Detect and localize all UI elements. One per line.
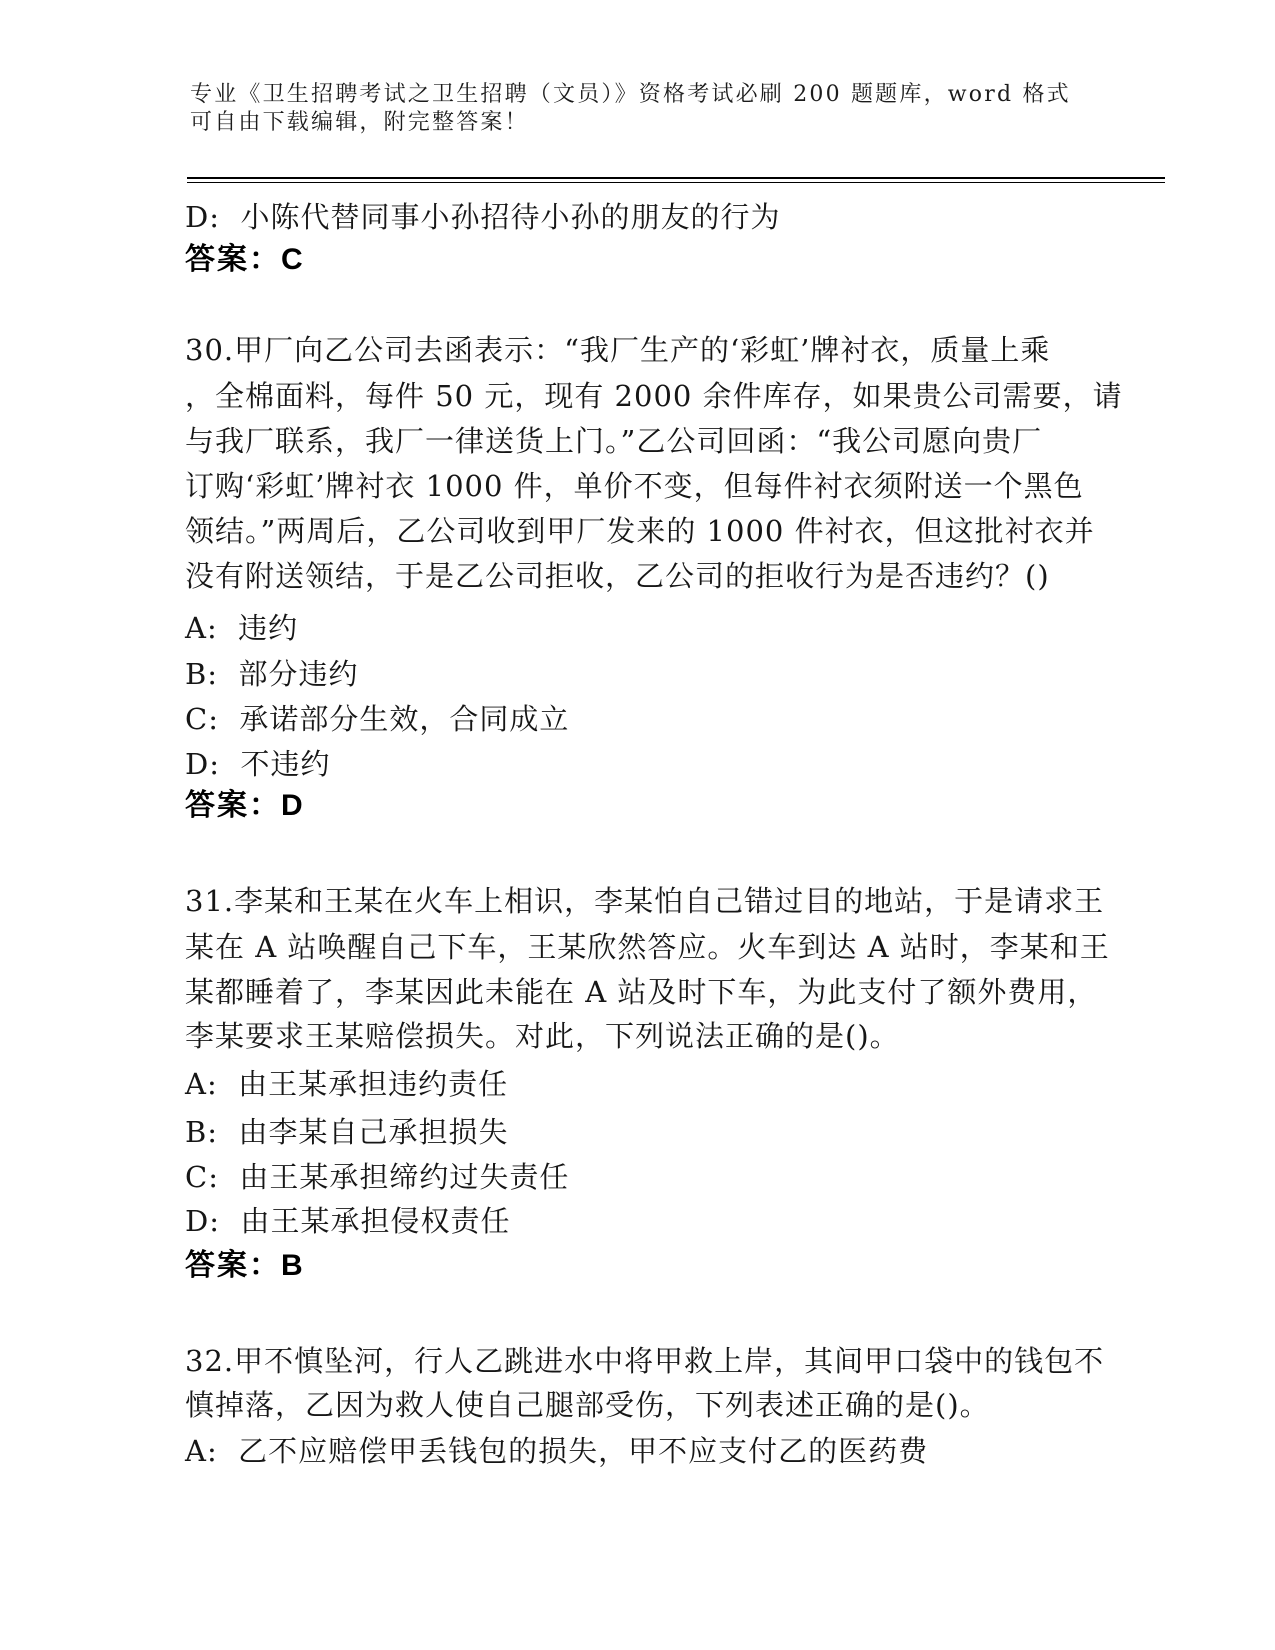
q32-stem-line: 32.甲不慎坠河，行人乙跳进水中将甲救上岸，其间甲口袋中的钱包不 [185,1344,1105,1378]
q30-stem-line: 订购‘彩虹’牌衬衣 1000 件，单价不变，但每件衬衣须附送一个黑色 [185,469,1084,503]
q30-option-c: C: 承诺部分生效，合同成立 [185,702,570,736]
q32-stem-line: 慎掉落，乙因为救人使自己腿部受伤，下列表述正确的是()。 [185,1388,990,1422]
q30-option-b: B: 部分违约 [185,657,359,691]
q30-stem-line: 与我厂联系，我厂一律送货上门。”乙公司回函：“我公司愿向贵厂 [185,424,1043,458]
q30-answer: 答案：D [185,789,305,822]
q31-option-c: C: 由王某承担缔约过失责任 [185,1160,570,1194]
q29-answer: 答案：C [185,243,305,276]
q29-option-d: D: 小陈代替同事小孙招待小孙的朋友的行为 [185,200,781,234]
q30-stem-line: 30.甲厂向乙公司去函表示：“我厂生产的‘彩虹’牌衬衣，质量上乘 [185,333,1051,367]
q31-answer: 答案：B [185,1249,305,1282]
header-line-1: 专业《卫生招聘考试之卫生招聘（文员）》资格考试必刷 200 题题库，word 格式 [190,82,1071,107]
q31-stem-line: 李某要求王某赔偿损失。对此，下列说法正确的是()。 [185,1019,900,1053]
header-line-2: 可自由下载编辑，附完整答案！ [190,110,529,135]
q30-stem-line: 领结。”两周后，乙公司收到甲厂发来的 1000 件衬衣，但这批衬衣并 [185,514,1095,548]
q31-option-a: A: 由王某承担违约责任 [185,1067,509,1101]
q30-stem-line: 没有附送领结，于是乙公司拒收，乙公司的拒收行为是否违约？() [185,559,1050,593]
q31-stem-line: 某都睡着了，李某因此未能在 A 站及时下车，为此支付了额外费用， [185,975,1098,1009]
q30-option-d: D: 不违约 [185,747,331,781]
q30-option-a: A: 违约 [185,611,299,645]
q31-option-d: D: 由王某承担侵权责任 [185,1204,511,1238]
q31-stem-line: 31.李某和王某在火车上相识，李某怕自己错过目的地站，于是请求王 [185,884,1105,918]
header-rule [187,177,1165,183]
q30-stem-line: ，全棉面料，每件 50 元，现有 2000 余件库存，如果贵公司需要，请 [185,379,1123,413]
q32-option-a: A: 乙不应赔偿甲丢钱包的损失，甲不应支付乙的医药费 [185,1434,929,1468]
q31-option-b: B: 由李某自己承担损失 [185,1115,509,1149]
q31-stem-line: 某在 A 站唤醒自己下车，王某欣然答应。火车到达 A 站时，李某和王 [185,930,1110,964]
